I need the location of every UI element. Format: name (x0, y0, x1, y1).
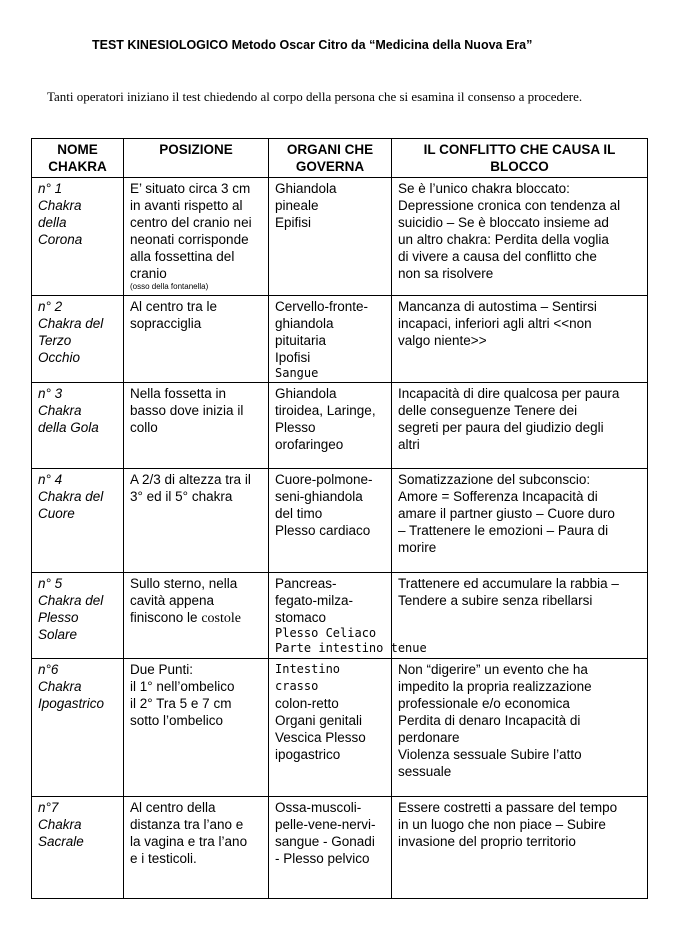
table-row (32, 659, 648, 797)
organs-cell (269, 573, 427, 659)
table-row (32, 797, 648, 899)
header-posizione: POSIZIONE (124, 139, 269, 178)
position-cell: Al centro della distanza tra l’ano e la vagina e tra l’ano e i testicoli. (124, 797, 269, 899)
organs-cell: Ghiandola tiroidea, Laringe, Plesso orofaringeo (269, 383, 392, 469)
table-header-row (32, 139, 648, 178)
organs-cell (269, 296, 392, 383)
organs-cell (269, 659, 392, 797)
position-cell: Nella fossetta in basso dove inizia il collo (124, 383, 269, 469)
intro-text: Tanti operatori iniziano il test chiedendo al corpo della persona che si esamina il consenso a procedere. (47, 89, 583, 104)
table-row (32, 469, 648, 573)
header-conflitto: IL CONFLITTO CHE CAUSA IL BLOCCO (392, 139, 648, 178)
position-text: E’ situato circa 3 cm in avanti rispetto al centro del cranio nei neonati corrisponde alla fossettina del cranio (130, 181, 252, 281)
organs-extra-text: Intestino crasso (275, 662, 341, 693)
conflict-cell: Trattenere ed accumulare la rabbia – Tendere a subire senza ribellarsi (392, 573, 648, 659)
chakra-name-cell: n° 2 Chakra del Terzo Occhio (32, 296, 124, 383)
chakra-table (31, 138, 648, 899)
position-cell: Al centro tra le sopracciglia (124, 296, 269, 383)
position-cell (124, 573, 269, 659)
conflict-cell: Mancanza di autostima – Sentirsi incapaci, inferiori agli altri <<non valgo niente>> (392, 296, 648, 383)
chakra-name-cell: n°6 Chakra Ipogastrico (32, 659, 124, 797)
organs-cell: Ghiandola pineale Epifisi (269, 178, 392, 296)
table-row (32, 383, 648, 469)
position-cell (124, 178, 269, 296)
conflict-cell: Somatizzazione del subconscio: Amore = Sofferenza Incapacità di amare il partner giusto – Cuore duro – Trattenere le emozioni – Paura di morire (392, 469, 648, 573)
organs-text: Pancreas- fegato-milza- stomaco (275, 576, 354, 625)
conflict-cell: Non “digerire” un evento che ha impedito la propria realizzazione professionale e/o economica Perdita di denaro Incapacità di perdonare Violenza sessuale Subire l’atto sessuale (392, 659, 648, 797)
chakra-name-cell: n° 4 Chakra del Cuore (32, 469, 124, 573)
chakra-name-cell: n° 5 Chakra del Plesso Solare (32, 573, 124, 659)
position-cell: A 2/3 di altezza tra il 3° ed il 5° chakra (124, 469, 269, 573)
document-title: TEST KINESIOLOGICO Metodo Oscar Citro da “Medicina della Nuova Era” (92, 38, 533, 52)
chakra-name-cell: n°7 Chakra Sacrale (32, 797, 124, 899)
position-extra-text: costole (201, 611, 241, 626)
conflict-cell: Essere costretti a passare del tempo in un luogo che non piace – Subire invasione del proprio territorio (392, 797, 648, 899)
header-nome-chakra: NOME CHAKRA (32, 139, 124, 178)
position-note: (osso della fontanella) (130, 282, 209, 291)
organs-extra-text: Plesso Celiaco Parte intestino tenue (275, 626, 427, 655)
position-text: Sullo sterno, nella cavità appena finiscono le (130, 576, 238, 625)
table-row (32, 573, 648, 659)
conflict-cell: Incapacità di dire qualcosa per paura delle conseguenze Tenere dei segreti per paura del giudizio degli altri (392, 383, 648, 469)
organs-text: Cervello-fronte- ghiandola pituitaria Ipofisi (275, 299, 369, 365)
position-cell: Due Punti: il 1° nell’ombelico il 2° Tra 5 e 7 cm sotto l’ombelico (124, 659, 269, 797)
table-row (32, 178, 648, 296)
chakra-name-cell: n° 3 Chakra della Gola (32, 383, 124, 469)
organs-cell: Cuore-polmone- seni-ghiandola del timo Plesso cardiaco (269, 469, 392, 573)
conflict-cell: Se è l’unico chakra bloccato: Depressione cronica con tendenza al suicidio – Se è bloccato insieme ad un altro chakra: Perdita della voglia di vivere a causa del conflitto che non sa risolvere (392, 178, 648, 296)
organs-cell: Ossa-muscoli- pelle-vene-nervi- sangue - Gonadi - Plesso pelvico (269, 797, 392, 899)
organs-text: colon-retto Organi genitali Vescica Plesso ipogastrico (275, 696, 366, 762)
table-row (32, 296, 648, 383)
header-organi: ORGANI CHE GOVERNA (269, 139, 392, 178)
organs-extra-text: Sangue (275, 366, 319, 380)
chakra-name-cell: n° 1 Chakra della Corona (32, 178, 124, 296)
